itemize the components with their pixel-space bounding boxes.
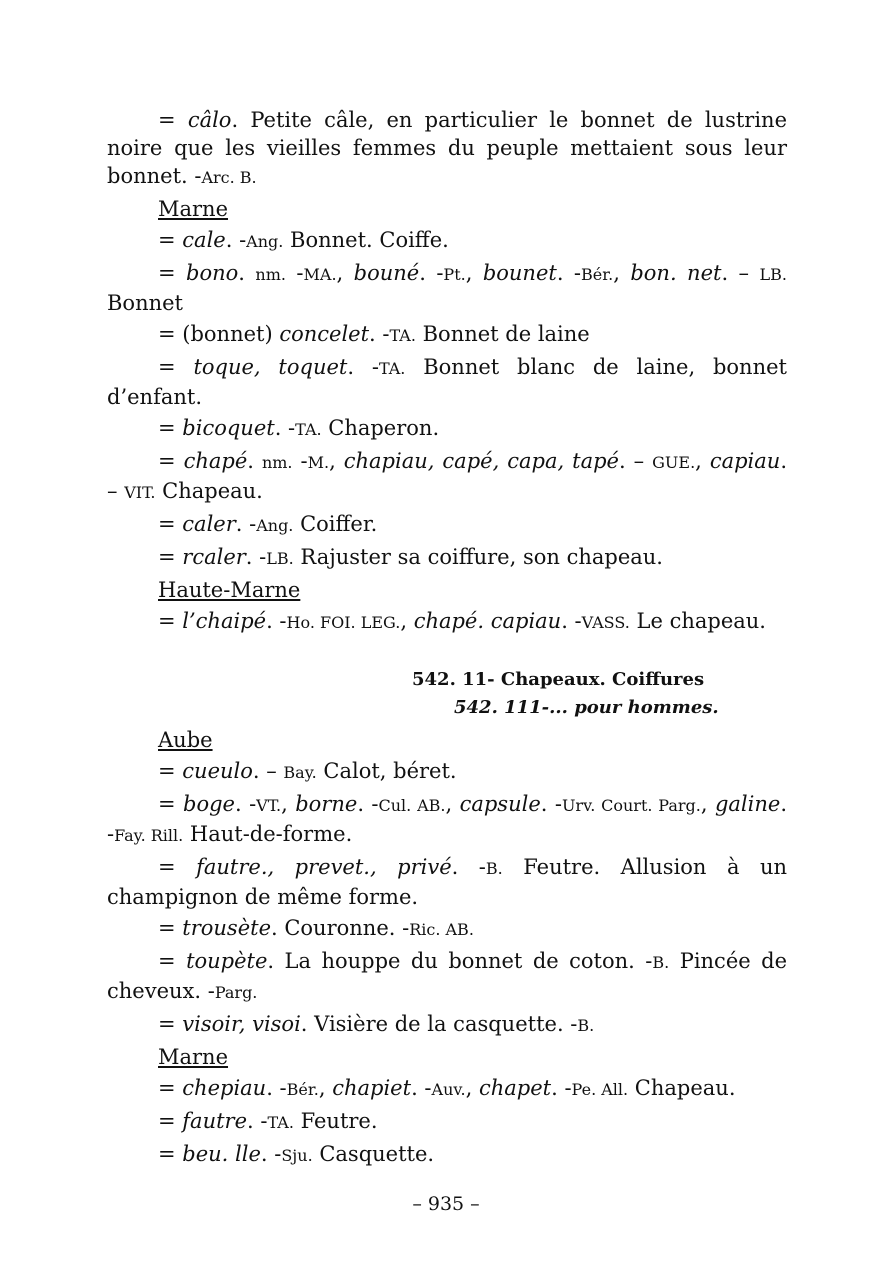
dictionary-entry [107, 757, 787, 787]
source-abbrev: Cul. AB. [378, 796, 446, 815]
entry-text: , [400, 609, 414, 633]
entry-text: . Visière de la casquette. - [300, 1012, 578, 1036]
source-abbrev: Ang. [256, 516, 294, 535]
entry-text: = [158, 449, 184, 473]
source-abbrev: B. [652, 953, 670, 972]
dictionary-entry [107, 414, 787, 444]
source-abbrev: Bér. [581, 265, 614, 284]
entry-text: Chapeau. [155, 479, 263, 503]
document-page [107, 106, 787, 1173]
entry-text: Chapeau. [628, 1076, 736, 1100]
entry-text: . - [266, 1076, 287, 1100]
entry-text: . - [556, 261, 582, 285]
entry-text: . - [107, 792, 787, 846]
dictionary-entry [107, 543, 787, 573]
source-abbrev: Fay. Rill. [114, 826, 184, 845]
entry-text: . - [260, 1142, 282, 1166]
entry-text: . - [540, 792, 562, 816]
entry-text: . - [369, 322, 390, 346]
entry-text: = [158, 512, 183, 536]
entry-text: . – [252, 759, 284, 783]
dictionary-entry [107, 447, 787, 507]
entry-text: Haut-de-forme. [183, 822, 353, 846]
source-abbrev: LB. [759, 265, 787, 284]
headword: beu. lle [182, 1142, 261, 1166]
source-abbrev: Ric. AB. [409, 920, 474, 939]
entry-text: - [292, 449, 308, 473]
entry-text: = [158, 855, 197, 879]
entry-text: Pincée de cheveux. - [107, 949, 788, 1003]
dictionary-entry [107, 1010, 787, 1040]
dictionary-entry [107, 259, 787, 317]
source-abbrev: Urv. Court. Parg. [561, 796, 701, 815]
entry-text: . – [618, 449, 653, 473]
entry-text: . - [561, 609, 582, 633]
source-abbrev: Pt. [443, 265, 466, 284]
source-abbrev: Bér. [286, 1080, 319, 1099]
source-abbrev: TA. [267, 1113, 294, 1132]
entry-text: . - [266, 609, 287, 633]
region-heading: Aube [158, 728, 213, 752]
entry-text: = (bonnet) [158, 322, 280, 346]
source-abbrev: Ho. FOI. LEG. [286, 613, 401, 632]
entry-text: = [158, 1012, 183, 1036]
entry-text: . - [419, 261, 444, 285]
headword: concelet [279, 322, 370, 346]
dictionary-entry [107, 914, 787, 944]
source-abbrev: Sju. [281, 1146, 313, 1165]
entry-text: , [700, 792, 715, 816]
entry-text: Le chapeau. [629, 609, 766, 633]
headword: fautre [182, 1109, 248, 1133]
entry-text: = [158, 1109, 183, 1133]
region-heading: Haute-Marne [158, 578, 301, 602]
entry-text: , [465, 1076, 479, 1100]
headword: galine [714, 792, 781, 816]
dictionary-entry [107, 790, 787, 850]
entry-text: , [318, 1076, 333, 1100]
headword: capsule [459, 792, 541, 816]
subsection-heading: 542. 111-... pour hommes. [454, 697, 719, 718]
entry-text: . Petite câle, en particulier le bonnet de lustrine noire que les vieilles femmes du peuple mettaient sous leur bonnet. - [107, 108, 787, 188]
entry-text: = [158, 416, 183, 440]
dictionary-entry [107, 1074, 787, 1104]
entry-text: . - [245, 545, 267, 569]
entry-text: . – [107, 449, 788, 503]
source-abbrev: Bay. [283, 763, 317, 782]
entry-text: . - [225, 228, 247, 252]
headword: toupète [186, 949, 268, 973]
headword: visoir, visoi [182, 1012, 301, 1036]
entry-text: , [336, 261, 354, 285]
source-abbrev: B. [577, 1016, 595, 1035]
headword: borne [295, 792, 358, 816]
region-heading: Marne [158, 1045, 229, 1069]
entry-text: Bonnet. Coiffe. [283, 228, 449, 252]
headword: boge [183, 792, 235, 816]
entry-text: Rajuster sa coiffure, son chapeau. [293, 545, 663, 569]
dictionary-entry [107, 510, 787, 540]
entry-text: Bonnet de laine [415, 322, 590, 346]
headword: câlo [187, 108, 232, 132]
entry-text: = [158, 949, 187, 973]
headword: chapiau, capé, capa, tapé [343, 449, 619, 473]
entry-text: Coiffer. [293, 512, 378, 536]
entry-text: = [158, 228, 183, 252]
headword: cueulo [182, 759, 253, 783]
headword: bon. net [630, 261, 722, 285]
dictionary-entry [107, 226, 787, 256]
entry-text: . - [235, 512, 257, 536]
source-abbrev: Parg. [214, 983, 258, 1002]
entry-text: = [158, 1142, 183, 1166]
source-abbrev: nm. [261, 453, 293, 472]
entry-text: - [285, 261, 304, 285]
page-number: – 935 – [412, 1193, 480, 1215]
dictionary-entry [107, 320, 787, 350]
headword: chapé [183, 449, 248, 473]
dictionary-entry [107, 607, 787, 637]
headword: fautre., prevet., privé [196, 855, 452, 879]
source-abbrev: B. [485, 859, 503, 878]
source-abbrev: Auv. [431, 1080, 466, 1099]
dictionary-entry [107, 106, 787, 192]
source-abbrev: LB. [266, 549, 294, 568]
source-abbrev: VT. [256, 796, 282, 815]
source-abbrev: VASS. [581, 613, 630, 632]
headword: capiau [709, 449, 781, 473]
headword: l’chaipé [182, 609, 267, 633]
source-abbrev: Pe. All. [571, 1080, 629, 1099]
entry-text: . – [721, 261, 760, 285]
entry-text: . - [551, 1076, 572, 1100]
headword: cale [182, 228, 226, 252]
entry-text: . - [411, 1076, 432, 1100]
entry-text: . - [451, 855, 486, 879]
entry-text: Calot, béret. [316, 759, 457, 783]
headword: chepiau [182, 1076, 267, 1100]
entry-text: Chaperon. [321, 416, 440, 440]
entry-text: , [445, 792, 460, 816]
entry-text: = [158, 609, 183, 633]
entry-text: = [158, 545, 183, 569]
entry-text: , [613, 261, 631, 285]
region-heading: Marne [158, 197, 229, 221]
entry-text: = [158, 792, 184, 816]
source-abbrev: GUE. [652, 453, 696, 472]
headword: bicoquet [182, 416, 275, 440]
entry-text: . - [347, 355, 379, 379]
source-abbrev: VIT. [124, 483, 156, 502]
headword: chapet [478, 1076, 552, 1100]
dictionary-entry [107, 353, 787, 411]
entry-text: Bonnet blanc de laine, bonnet d’enfant. [107, 355, 787, 409]
entry-text: . - [234, 792, 257, 816]
entry-text: Casquette. [312, 1142, 435, 1166]
entry-text: Bonnet [107, 291, 183, 315]
source-abbrev: nm. [255, 265, 286, 284]
entry-text: . - [247, 1109, 268, 1133]
entry-text: , [329, 449, 344, 473]
entry-text: . La houppe du bonnet de coton. - [267, 949, 653, 973]
entry-text: , [465, 261, 483, 285]
headword: trousète [182, 916, 271, 940]
headword: toque, toquet [193, 355, 348, 379]
source-abbrev: MA. [303, 265, 337, 284]
entry-text: , [695, 449, 710, 473]
headword: bounet [482, 261, 557, 285]
entry-text: . - [357, 792, 379, 816]
dictionary-entry [107, 947, 787, 1007]
entry-text: . - [274, 416, 296, 440]
entry-text: = [158, 355, 194, 379]
headword: chapiet [332, 1076, 412, 1100]
headword: bono [186, 261, 239, 285]
source-abbrev: TA. [378, 359, 406, 378]
source-abbrev: Arc. B. [201, 168, 257, 187]
dictionary-entry [107, 1140, 787, 1170]
dictionary-entry [107, 1107, 787, 1137]
entry-text: Feutre. [293, 1109, 378, 1133]
headword: bouné [353, 261, 420, 285]
headword: chapé. capiau [413, 609, 562, 633]
entry-text: = [158, 108, 188, 132]
section-heading: 542. 11- Chapeaux. Coiffures [412, 669, 705, 690]
headword: rcaler [182, 545, 246, 569]
source-abbrev: TA. [389, 326, 416, 345]
dictionary-entry [107, 853, 787, 911]
entry-text: = [158, 1076, 183, 1100]
entry-text: . [238, 261, 256, 285]
source-abbrev: TA. [295, 420, 322, 439]
source-abbrev: M. [307, 453, 330, 472]
entry-text: , [281, 792, 296, 816]
headword: caler [182, 512, 236, 536]
entry-text: Feutre. Allusion à un champignon de même forme. [107, 855, 787, 909]
entry-text: = [158, 261, 187, 285]
entry-text: . [247, 449, 262, 473]
entry-text: = [158, 759, 183, 783]
entry-text: = [158, 916, 183, 940]
source-abbrev: Ang. [246, 232, 284, 251]
entry-text: . Couronne. - [271, 916, 410, 940]
